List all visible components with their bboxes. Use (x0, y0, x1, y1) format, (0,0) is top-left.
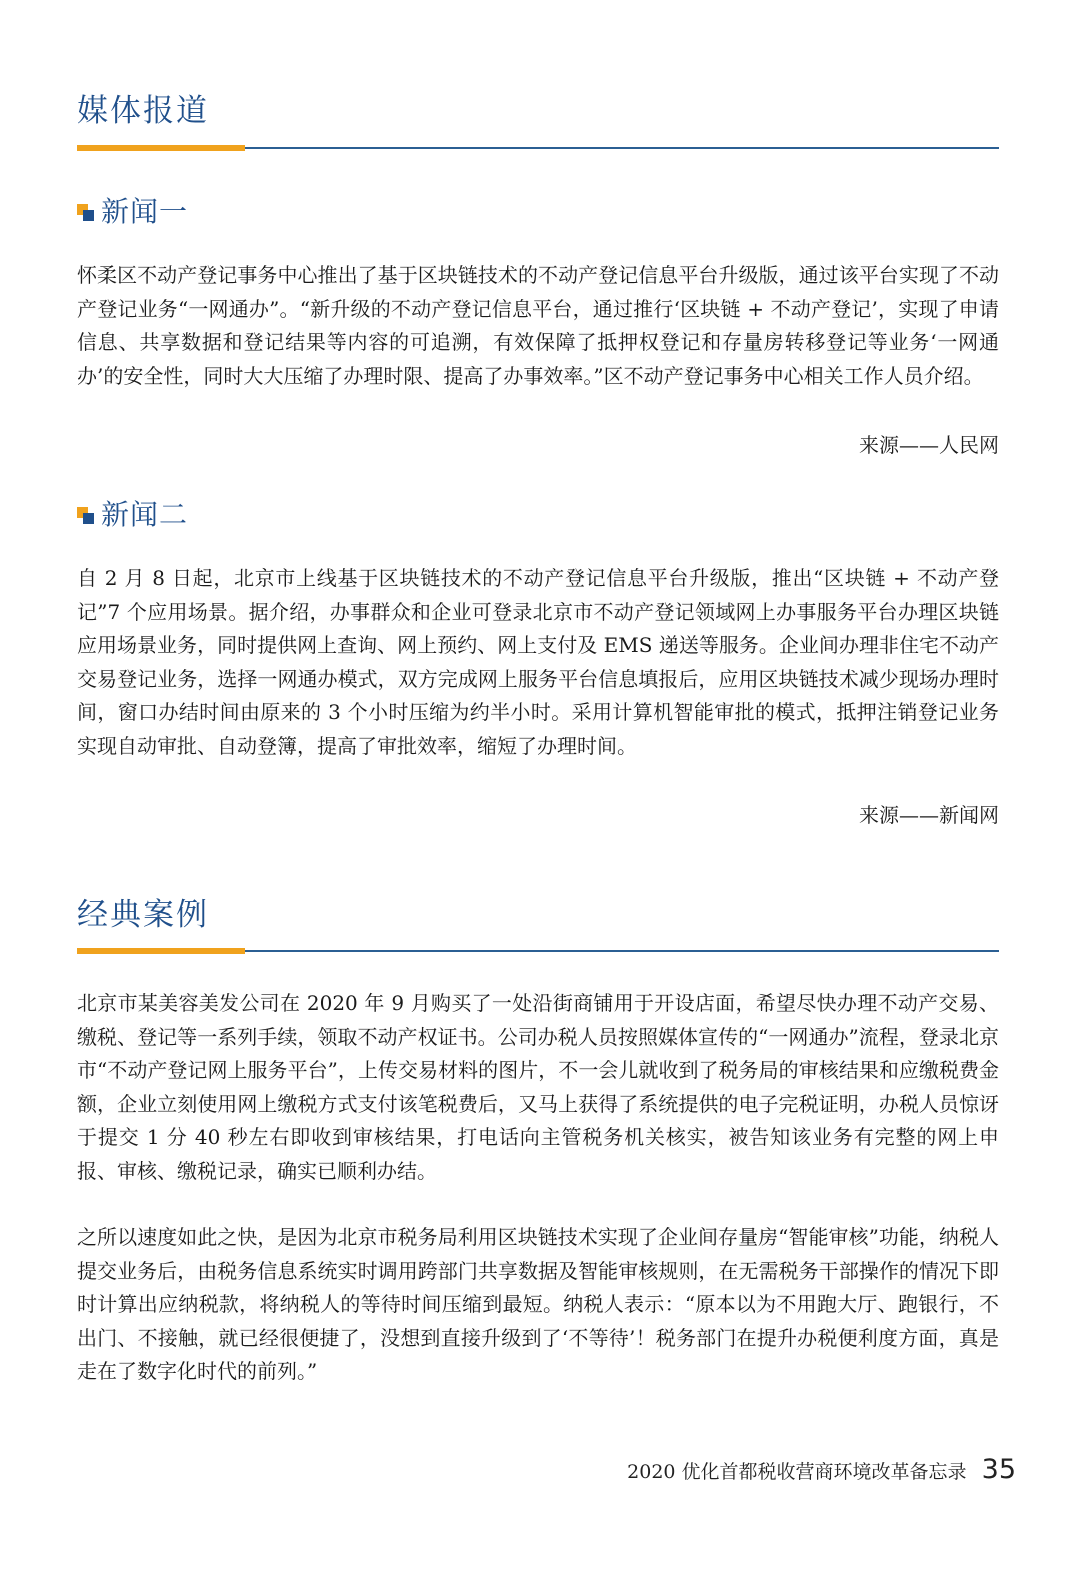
section-divider (77, 948, 999, 954)
news-body-1: 怀柔区不动产登记事务中心推出了基于区块链技术的不动产登记信息平台升级版，通过该平台实现了不动产登记业务“一网通办”。“新升级的不动产登记信息平台，通过推行‘区块链 + 不动产登记’，实现了申请信息、共享数据和登记结果等内容的可追溯，有效保障了抵押权登记和存量房转移登记等业务‘一网通办’的安全性，同时大大压缩了办理时限、提高了办事效率。”区不动产登记事务中心相关工作人员介绍。 (77, 263, 999, 388)
page-footer (627, 1454, 1016, 1485)
news-source-2: 来源——新闻网 (859, 803, 999, 827)
section-title-cases: 经典案例 (77, 897, 209, 933)
section-divider (77, 145, 999, 151)
page-number: 35 (981, 1454, 1016, 1485)
news-body-2: 自 2 月 8 日起，北京市上线基于区块链技术的不动产登记信息平台升级版，推出“区块链 + 不动产登记”7 个应用场景。据介绍，办事群众和企业可登录北京市不动产登记领域网上办事服务平台办理区块链应用场景业务，同时提供网上查询、网上预约、网上支付及 EMS 递送等服务。企业间办理非住宅不动产交易登记业务，选择一网通办模式，双方完成网上服务平台信息填报后，应用区块链技术减少现场办理时间，窗口办结时间由原来的 3 个小时压缩为约半小时。采用计算机智能审批的模式，抵押注销登记业务实现自动审批、自动登簿，提高了审批效率，缩短了办理时间。 (77, 566, 999, 758)
news-heading-text: 新闻二 (101, 498, 189, 531)
news-source-1: 来源——人民网 (859, 433, 999, 457)
square-bullet-icon (77, 507, 97, 527)
section-title-media: 媒体报道 (77, 93, 209, 129)
case-paragraph-1: 北京市某美容美发公司在 2020 年 9 月购买了一处沿街商铺用于开设店面，希望尽快办理不动产交易、缴税、登记等一系列手续，领取不动产权证书。公司办税人员按照媒体宣传的“一网通办”流程，登录北京市“不动产登记网上服务平台”，上传交易材料的图片，不一会儿就收到了税务局的审核结果和应缴税费金额，企业立刻使用网上缴税方式支付该笔税费后，又马上获得了系统提供的电子完税证明，办税人员惊讶于提交 1 分 40 秒左右即收到审核结果，打电话向主管税务机关核实，被告知该业务有完整的网上申报、审核、缴税记录，确实已顺利办结。 (77, 991, 999, 1183)
news-heading-text: 新闻一 (101, 195, 189, 228)
square-bullet-icon (77, 204, 97, 224)
case-paragraph-2: 之所以速度如此之快，是因为北京市税务局利用区块链技术实现了企业间存量房“智能审核”功能，纳税人提交业务后，由税务信息系统实时调用跨部门共享数据及智能审核规则，在无需税务干部操作的情况下即时计算出应纳税款，将纳税人的等待时间压缩到最短。纳税人表示：“原本以为不用跑大厅、跑银行，不出门、不接触，就已经很便捷了，没想到直接升级到了‘不等待’！税务部门在提升办税便利度方面，真是走在了数字化时代的前列。” (77, 1225, 999, 1383)
footer-title: 2020 优化首都税收营商环境改革备忘录 (627, 1461, 967, 1483)
